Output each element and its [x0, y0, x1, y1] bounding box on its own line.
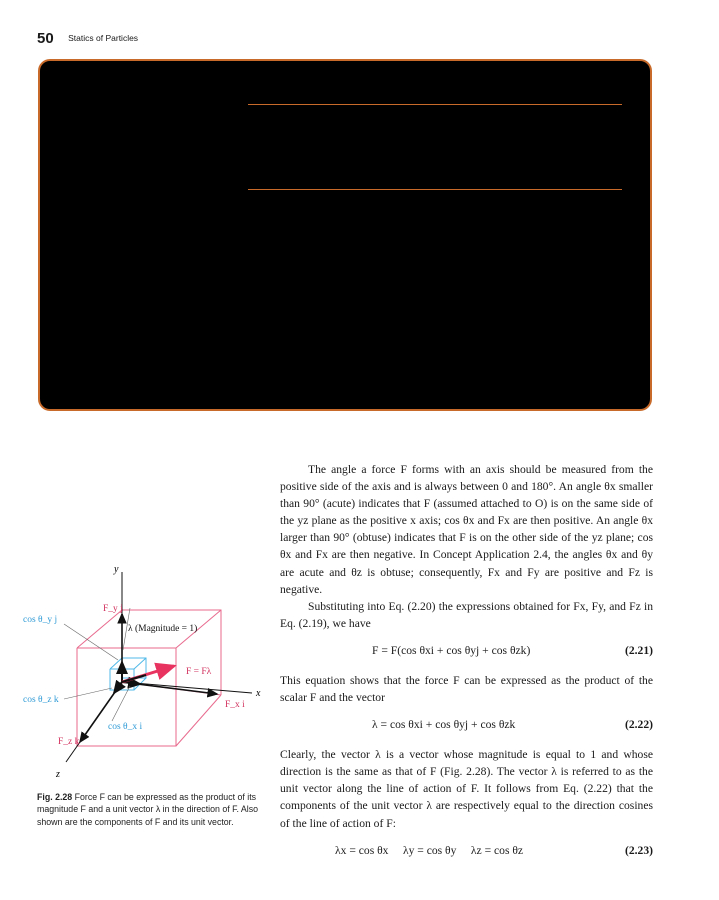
Fz-label: F_z k — [58, 737, 80, 747]
orange-rule-bottom — [248, 189, 622, 190]
equation-2-22 — [280, 716, 653, 736]
caption-label: Fig. 2.28 — [37, 792, 73, 802]
axis-y-label: y — [114, 564, 119, 575]
F-label: F = Fλ — [186, 667, 212, 677]
paragraph-1: The angle a force F forms with an axis should be measured from the positive side of the axis and is always between 0 and 180°. An angle θx smaller than 90° (acute) indicates that F (assumed attached to O) is on the same side of the yz plane as the positive x axis; cos θx and Fx are then positive. An angle θx larger than 90° (obtuse) indicates that F is on the other side of the yz plane; cos θx and Fx are then negative. In Concept Application 2.4, the angles θx and θy are acute and θz is obtuse; consequently, Fx and Fy are positive and Fz is negative. — [280, 463, 653, 596]
cos-z-label: cos θ_z k — [23, 695, 59, 705]
equation-2-23-number: (2.23) — [624, 843, 653, 857]
paragraph-3: This equation shows that the force F can be expressed as the product of the scalar F and the vector — [280, 673, 653, 705]
paragraph-4: Clearly, the vector λ is a vector whose magnitude is equal to 1 and whose direction is the same as that of F (Fig. 2.28). The vector λ is referred to as the unit vector along the line of action of F. It follows from Eq. (2.22) that the components of the unit vector λ are respectively equal to the direction cosines of the line of action of F: — [280, 748, 653, 830]
cos-x-label: cos θ_x i — [108, 722, 143, 732]
equation-2-21-body: F = F(cos θxi + cos θyj + cos θzk) — [372, 643, 531, 657]
figure-caption — [37, 791, 259, 828]
leader-lines — [64, 608, 130, 721]
axis-x-label: x — [256, 688, 261, 699]
equation-2-23-body: λx = cos θx λy = cos θy λz = cos θz — [335, 843, 524, 857]
equation-2-22-number: (2.22) — [624, 718, 653, 732]
Fy-label: F_y j — [103, 604, 123, 614]
equation-2-23 — [280, 842, 653, 862]
lambda-label: λ (Magnitude = 1) — [128, 624, 198, 634]
unit-cube — [110, 658, 146, 690]
paragraph-2: Substituting into Eq. (2.20) the expressions obtained for Fx, Fy, and Fz in Eq. (2.19), we have — [280, 599, 653, 630]
orange-rule-top — [248, 104, 622, 105]
unit-k-arrow — [114, 682, 122, 693]
equation-2-21 — [280, 642, 653, 662]
axis-z-label: z — [56, 769, 60, 780]
cos-y-label: cos θ_y j — [23, 615, 58, 625]
figure-2-28 — [0, 550, 280, 790]
equation-2-21-number: (2.21) — [624, 643, 653, 657]
body-text — [280, 461, 653, 872]
page-header — [37, 30, 138, 48]
page-number: 50 — [37, 30, 54, 47]
equation-2-22-body: λ = cos θxi + cos θyj + cos θzk — [372, 718, 516, 732]
Fx-label: F_x i — [225, 700, 245, 710]
blacked-out-panel — [38, 59, 652, 411]
caption-text: Force F can be expressed as the product of its magnitude F and a unit vector λ in the direction of F. Also shown are the components of F and its unit vector. — [37, 792, 259, 827]
axes — [66, 572, 252, 762]
section-title: Statics of Particles — [68, 33, 139, 43]
